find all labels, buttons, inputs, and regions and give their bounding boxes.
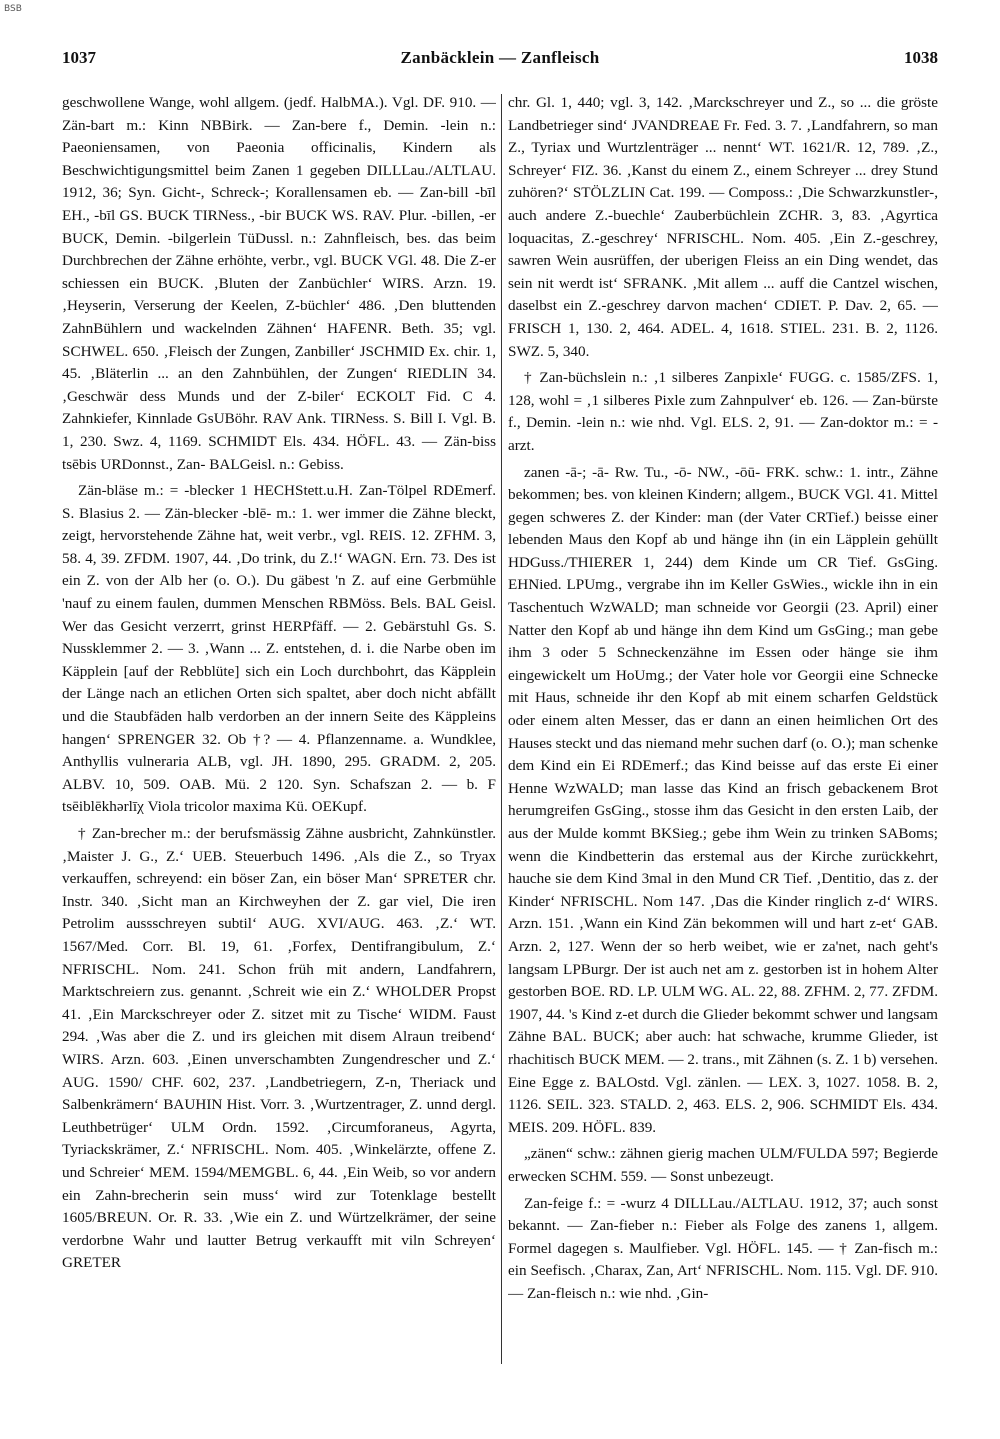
running-title: Zanbäcklein — Zanfleisch bbox=[400, 48, 600, 67]
entry-paragraph: † Zan-brecher m.: der berufsmässig Zähne ausbricht, Zahnkünstler. ‚Maister J. G., Z.‘ UEB. Steuerbuch 1496. ‚Als die Z., so Tryax verkauffen, schreyend: ein böser Zan, ein böser Man‘ SPRETER chr. Instr. 340. ‚Sicht man an Kirchweyhen der Z. gar viel, Die iren Petrolim aussschreyen subtil‘ AUG. XVI/AUG. 463. ‚Z.‘ WT. 1567/Med. Corr. Bl. 19, 61. ‚Forfex, Dentifrangibulum, Z.‘ NFRISCHL. Nom. 241. Schon früh mit andern, Landfahrern, Marktschreiern zus. genannt. ‚Schreit wie ein Z.‘ WHOLDER Propst 41. ‚Ein Marckschreyer oder Z. sitzet mit zu Tische‘ WIDM. Faust 294. ‚Was aber die Z. und irs gleichen mit disem Alraun treibend‘ WIRS. Arzn. 603. ‚Einen unverschambten Zungendrescher und Z.‘ AUG. 1590/ CHF. 602, 237. ‚Landbetriegern, Z-n, Theriack und Salbenkrämern‘ BAUHIN Hist. Vorr. 3. ‚Wurtzentrager, Z. unnd dergl. Leuthbetrüger‘ ULM Ordn. 1592. ‚Circumforaneus, Agyrta, Tyriackskrämer, Z.‘ NFRISCHL. Nom. 405. ‚Winkelärzte, offene Z. und Schreier‘ MEM. 1594/MEMGBL. 6, 44. ‚Ein Weib, so vor andern ein Zahn-brecherin sein muss‘ wird zur Totenklage bestellt 1605/BREUN. Or. R. 33. ‚Wie ein Z. und Würtzelkrämer, der seine verdorbne Wahr und lautter Betrug verkaufft mit viln Schreyen‘ GRETER bbox=[62, 825, 496, 1272]
entry-paragraph: chr. Gl. 1, 440; vgl. 3, 142. ‚Marckschreyer und Z., so ... die gröste Landbetrieger sind‘ JVANDREAE Fr. Fed. 3. 7. ‚Landfahrern, so man Z., Tyriax und Wurtzlenträger ... nennt‘ WT. 1621/R. 12, 789. ‚Z., Schreyer‘ FIZ. 36. ‚Kanst du einem Z., einem Schreyer ... drey Stund zuhören?‘ STÖLZLIN Cat. 199. — Composs.: ‚Die Schwarzkunstler-, auch andere Z.-buechle‘ Zauberbüchlein ZCHR. 3, 83. ‚Agyrtica loquacitas, Z.-geschrey‘ NFRISCHL. Nom. 405. ‚Ein Z.-geschrey, sawren Wein ausrüffen, der uberigen Fleiss an ein Ding wendet, das sein nit werdt ist‘ SFRANK. ‚Mit allem ... auff die Cantzel wischen, daselbst ein Z.-geschrey darvon machen‘ CDIET. P. Dav. 2, 65. — FRISCH 1, 130. 2, 464. ADEL. 4, 1618. STIEL. 231. B. 2, 1126. SWZ. 5, 340. bbox=[508, 94, 938, 360]
entry-paragraph: Zän-bläse m.: = -blecker 1 HECHStett.u.H. Zan-Tölpel RDEmerf. S. Blasius 2. — Zän-blecker -blē- m.: 1. wer immer die Zähne bleckt, zeigt, hervorstehende Zähne hat, weit verbr., vgl. REIS. 12. ZFHM. 3, 58. 4, 39. ZFDM. 1907, 44. ‚Do trink, du Z.!‘ WAGN. Ern. 73. Des ist ein Z. von der Alb her (o. O.). Du gäbest 'n Z. auf eine Gerbmühle 'nauf zu einem faulen, dummen Menschen RBMöss. Bels. BAL Geisl. Wer das Gesicht verzerrt, grinst HERPfäff. — 2. Gebärstuhl Gs. S. Nussklemmer 2. — 3. ‚Wann ... Z. entstehen, d. i. die Narbe oben im Käpplein [auf der Rebblüte] sich ein Loch durchbohrt, das Käpplein der Länge nach an etlichen Orten sich spaltet, aber doch nicht abfällt und die Staubfäden halb verdorben an der innern Seite des Käppleins hangen‘ SPRENGER 32. Ob †? — 4. Pflanzenname. a. Wundklee, Anthyllis vulneraria ALB, vgl. JH. 1890, 295. GRADM. 2, 205. ALBV. 10, 509. OAB. Mü. 2 120. Syn. Schafszan 2. — b. F tsēiblēkhərlīχ Viola tricolor maxima Kü. OEKupf. bbox=[62, 482, 496, 816]
right-column bbox=[508, 92, 938, 1382]
page-number-right: 1038 bbox=[904, 48, 938, 67]
entry-paragraph: † Zan-büchslein n.: ‚1 silberes Zanpixle‘ FUGG. c. 1585/ZFS. 1, 128, wohl = ‚1 silberes Pixle zum Zahnpulver‘ eb. 126. — Zan-bürste f., Demin. -lein n.: wie nhd. Vgl. ELS. 2, 91. — Zan-doktor m.: = -arzt. bbox=[508, 369, 938, 454]
page-number-left: 1037 bbox=[62, 48, 96, 67]
entry-paragraph: geschwollene Wange, wohl allgem. (jedf. HalbMA.). Vgl. DF. 910. — Zän-bart m.: Kinn NBBirk. — Zan-bere f., Demin. -lein n.: Paeoniensamen, von Paeonia officinalis, Kindern als Beschwichtigungsmittel beim Zanen 1 gegeben DILLLau./ALTLAU. 1912, 36; Syn. Gicht-, Schreck-; Korallensamen eb. — Zan-bill -bīl EH., -bīl GS. BUCK TIRNess., -bir BUCK WS. RAV. Plur. -billen, -er BUCK, Demin. -bilgerlein TüDussl. n.: Zahnfleisch, bes. das beim Durchbrechen der Zähne erhöhte, verbr., vgl. BUCK VGl. 48. Die Z-er schiessen ein BUCK. ‚Bluten der Zanbüchler‘ WIRS. Arzn. 19. ‚Heyserin, Verserung der Keelen, Z-büchler‘ 486. ‚Den bluttenden ZahnBühlern und wackelnden Zähnen‘ HAFENR. Beth. 35; vgl. SCHWEL. 650. ‚Fleisch der Zungen, Zanbiller‘ JSCHMID Ex. chir. 1, 45. ‚Bläterlin ... an den Zahnbühlen, der Zungen‘ RIEDLIN 34. ‚Geschwär dess Munds und der Z-biler‘ ECKOLT Fid. C 4. Zahnkiefer, Kinnlade GsUBöhr. RAV Ank. TIRNess. S. Bill I. Vgl. B. 1, 230. Swz. 4, 1169. SCHMIDT Els. 434. HÖFL. 43. — Zän-biss tsēbis URDonnst., Zan- BALGeisl. n.: Gebiss. bbox=[62, 94, 496, 473]
page-header bbox=[62, 48, 938, 74]
entry-paragraph: Zan-feige f.: = -wurz 4 DILLLau./ALTLAU. 1912, 37; auch sonst bekannt. — Zan-fieber n.: Fieber als Folge des zanens 1, allgem. Formel dagegen s. Maulfieber. Vgl. HÖFL. 145. — † Zan-fisch m.: ein Seefisch. ‚Charax, Zan, Art‘ NFRISCHL. Nom. 115. Vgl. DF. 910. — Zan-fleisch n.: wie nhd. ‚Gin- bbox=[508, 1194, 938, 1302]
column-divider bbox=[501, 94, 502, 1364]
entry-paragraph: „zänen“ schw.: zähnen gierig machen ULM/FULDA 597; Begierde erwecken SCHM. 559. — Sonst unbezeugt. bbox=[508, 1145, 938, 1185]
left-column bbox=[62, 92, 496, 1382]
entry-paragraph: zanen -ā-; -ā- Rw. Tu., -ō- NW., -ōū- FRK. schw.: 1. intr., Zähne bekommen; bes. von kleinen Kindern; allgem., BUCK VGl. 41. Mittel gegen schweres Z. der Kinder: man (der Vater CRTief.) beisse einer lebenden Maus den Kopf ab und hänge ihn (in ein Läpplein gehüllt HDGuss./THIERER 1, 244) dem Kinde um CR Tief. GsGing. EHNied. LPUmg., vergrabe ihn im Keller GsWies., wickle ihn in ein Taschentuch WzWALD; man schneide vor Georgii (23. April) einer Natter den Kopf ab und hänge ihn dem Kind um GsGing.; man gebe ihm 3 oder 5 Schneckenzähne im Essen oder hänge sie ihm eingewickelt um HoUmg.; der Vater hole vor Georgii eine Schnecke mit Haus, schneide ihr den Kopf ab mit einem scharfen Geldstück oder einem alten Messer, das er dann an einen heimlichen Ort des Hauses steckt und das niemand mehr suchen darf (o. O.); man schenke dem Kind ein Ei RDEmerf.; das Kind beisse auf das erste Ei einer Henne WzWALD; man lasse das Kind an frisch gebackenem Brot herumgreifen GsGing., stosse ihm das Gesicht in den ersten Laib, der aus der Mulde kommt BKSieg.; gebe ihm Wein zu trinken SABoms; wenn die Kindbetterin das erstemal aus der Kirche zurückkehrt, hauche sie dem Kind 3mal in den Mund CR Tief. ‚Dentitio, das z. der Kinder‘ NFRISCHL. Nom 147. ‚Das die Kinder ringlich z-d‘ WIRS. Arzn. 151. ‚Wann ein Kind Zän bekommen will und hart z-et‘ GAB. Arzn. 2, 127. Wenn der so herb weibet, wie er za'net, nach geht's langsam LPBurgr. Der ist auch net am z. gestorben ist in hohem Alter gestorben BOE. RD. LP. ULM WG. AL. 22, 88. ZFHM. 2, 77. ZFDM. 1907, 44. 's Kind z-et durch die Glieder bekommt schwer und langsam Zähne BAL. BUCK; aber auch: hat schwache, krumme Glieder, ist rhachitisch BUCK MEM. — 2. trans., mit Zähnen (s. Z. 1 b) versehen. Eine Egge z. BALOstd. Vgl. zänlen. — LEX. 3, 1027. 1058. B. 2, 1126. SEIL. 323. STALD. 2, 463. ELS. 2, 906. SCHMIDT Els. 434. MEIS. 209. HÖFL. 839. bbox=[508, 463, 938, 1136]
library-stamp: BSB bbox=[4, 4, 22, 14]
